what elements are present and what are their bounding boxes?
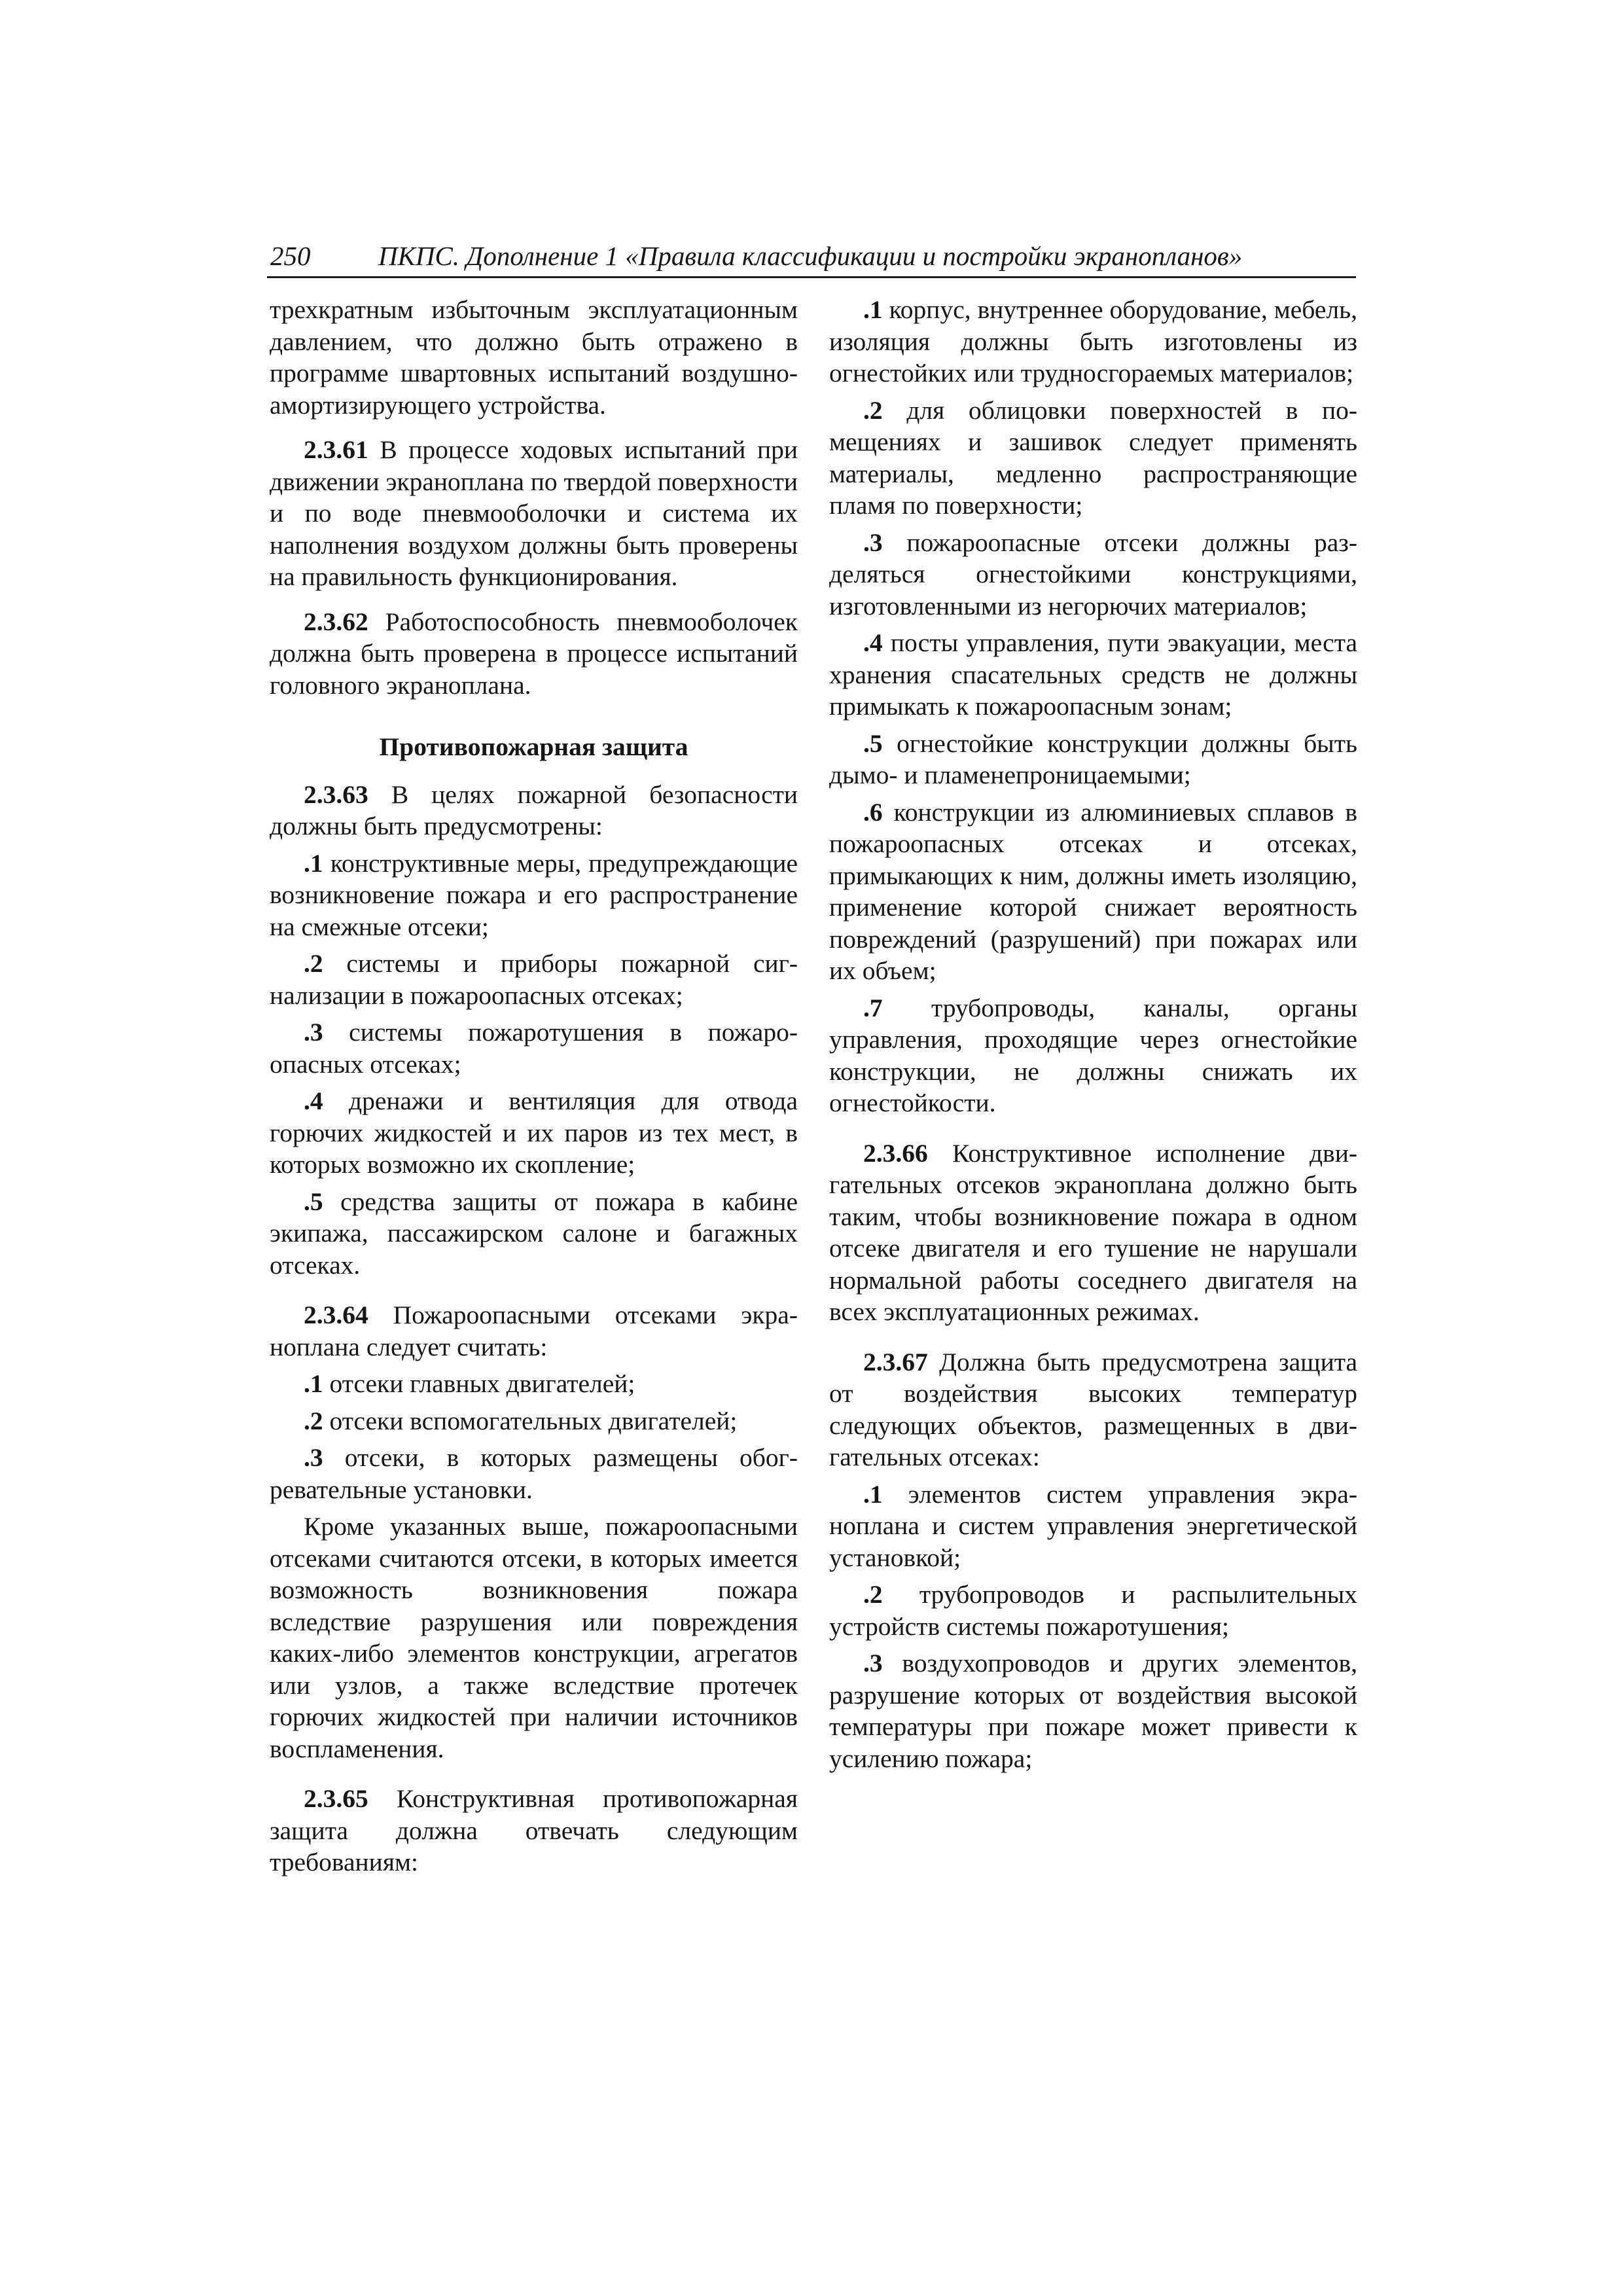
- item-number: .4: [304, 1086, 323, 1115]
- clause-2-3-63: 2.3.63 В целях пожарной безопасности должны быть предусмотрены:: [270, 780, 798, 840]
- item-number: .3: [304, 1443, 323, 1472]
- clause-2-3-65: 2.3.65 Конструктивная противопожарная защита должна отвечать следующим требованиям:: [270, 1784, 798, 1876]
- list-item: .1 корпус, внутреннее оборудование, мебель, изоляция должны быть изготовлены из огнестойких или трудносгораемых материалов;: [829, 295, 1357, 387]
- item-number: .2: [304, 949, 323, 978]
- list-item: .4 дренажи и вентиляция для отвода горючих жидкостей и их паров из тех мест, в которых возможно их скопление;: [270, 1086, 798, 1179]
- item-number: .3: [863, 1649, 883, 1677]
- clause-2-3-67: 2.3.67 Должна быть предусмотрена защита от воздействия высоких температур следующих объектов, размещенных в двигательных отсеках:: [829, 1347, 1357, 1471]
- item-number: .6: [863, 797, 883, 827]
- list-item: .1 отсеки главных двигателей;: [304, 1369, 635, 1398]
- clause-number: 2.3.67: [863, 1347, 928, 1376]
- list-item: .3 системы пожаротушения в пожароопасных отсеках;: [270, 1018, 798, 1079]
- clause-number: 2.3.65: [304, 1784, 368, 1813]
- page-header: [267, 236, 1356, 278]
- clause-2-3-62: 2.3.62 Работоспособность пневмооболочек должна быть проверена в процессе испытаний головного экраноплана.: [270, 607, 798, 700]
- list-item: .3 воздухопроводов и других элементов, разрушение которых от воздействия высокой температуры при пожаре может привести к усилению пожара;: [829, 1649, 1357, 1773]
- list-item: .6 конструкции из алюминиевых сплавов в пожароопасных отсеках и отсеках, примыкающих к ним, должны иметь изоляцию, применение которой снижает вероятность повреждений (разрушений) при пожарах или их объем;: [829, 797, 1357, 985]
- list-item: .2 системы и приборы пожарной сигнализации в пожароопасных отсеках;: [270, 949, 798, 1010]
- item-number: .5: [304, 1187, 323, 1216]
- running-title: ПКПС. Дополнение 1 «Правила классификации и постройки экранопланов»: [378, 241, 1243, 271]
- list-item: .3 пожароопасные отсеки должны разделяться огнестойкими конструкциями, изготовленными из негорючих материалов;: [829, 528, 1357, 620]
- item-number: .5: [863, 728, 883, 758]
- paragraph: Кроме указанных выше, пожароопасными отсеками считаются отсеки, в которых имеется возможность возникновения пожара вследствие разрушения или повреждения каких-либо элементов конструкции, агрегатов или узлов, а также вследствие протечек горючих жидкостей при наличии источников воспламенения.: [270, 1512, 798, 1763]
- clause-number: 2.3.61: [304, 435, 368, 464]
- item-number: .4: [863, 628, 883, 657]
- list-item: .4 посты управления, пути эвакуации, места хранения спасательных средств не должны примыкать к пожароопасным зонам;: [829, 628, 1357, 721]
- clause-number: 2.3.63: [304, 780, 368, 809]
- clause-number: 2.3.62: [304, 607, 368, 636]
- list-item: .2 для облицовки поверхностей в помещениях и зашивок следует применять материалы, медленно распространяющие пламя по поверхности;: [829, 395, 1357, 520]
- item-number: .7: [863, 993, 883, 1022]
- item-number: .2: [863, 395, 883, 425]
- right-column: [829, 294, 1357, 1780]
- item-number: .3: [863, 528, 883, 557]
- clause-2-3-61: 2.3.61 В процессе ходовых испытаний при движении экраноплана по твердой поверхности и по воде пневмооболочки и система их наполнения воздухом должны быть проверены на правильность функционирования.: [270, 435, 798, 591]
- list-item: .2 трубопроводов и распылительных устройств системы пожаротушения;: [829, 1580, 1357, 1641]
- section-heading: Противопожарная защита: [379, 732, 688, 761]
- clause-2-3-66: 2.3.66 Конструктивное исполнение двигательных отсеков экраноплана должно быть таким, чтобы возникновение пожара в одном отсеке двигателя и его тушение не нарушали нормальной работы соседнего двигателя на всех эксплуатационных режимах.: [829, 1138, 1357, 1326]
- page-number: 250: [270, 241, 311, 271]
- list-item: .2 отсеки вспомогательных двигателей;: [304, 1406, 738, 1435]
- clause-2-3-64: 2.3.64 Пожароопасными отсеками экраноплана следует считать:: [270, 1300, 798, 1361]
- list-item: .1 элементов систем управления экраноплана и систем управления энергетической установкой;: [829, 1479, 1357, 1572]
- left-column: [270, 294, 798, 1892]
- list-item: .3 отсеки, в которых размещены обогревательные установки.: [270, 1443, 798, 1504]
- item-number: .1: [304, 1369, 323, 1398]
- item-number: .1: [304, 848, 323, 878]
- clause-number: 2.3.64: [304, 1300, 368, 1329]
- list-item: .1 конструктивные меры, предупреждающие возникновение пожара и его распространение на смежные отсеки;: [270, 848, 798, 941]
- list-item: .5 огнестойкие конструкции должны быть дымо- и пламенепроницаемыми;: [829, 728, 1357, 789]
- item-number: .2: [304, 1406, 323, 1435]
- item-number: .1: [863, 295, 883, 324]
- item-number: .2: [863, 1580, 883, 1609]
- item-number: .3: [304, 1018, 323, 1047]
- list-item: .5 средства защиты от пожара в кабине экипажа, пассажирском салоне и багажных отсеках.: [270, 1187, 798, 1280]
- clause-number: 2.3.66: [863, 1138, 928, 1168]
- item-number: .1: [863, 1479, 883, 1509]
- paragraph: трехкратным избыточным эксплуатационным давлением, что должно быть отражено в программе швартовных испытаний воздушно-амортизирующего устройства.: [270, 295, 798, 420]
- list-item: .7 трубопроводы, каналы, органы управления, проходящие через огнестойкие конструкции, не должны снижать их огнестойкости.: [829, 993, 1357, 1117]
